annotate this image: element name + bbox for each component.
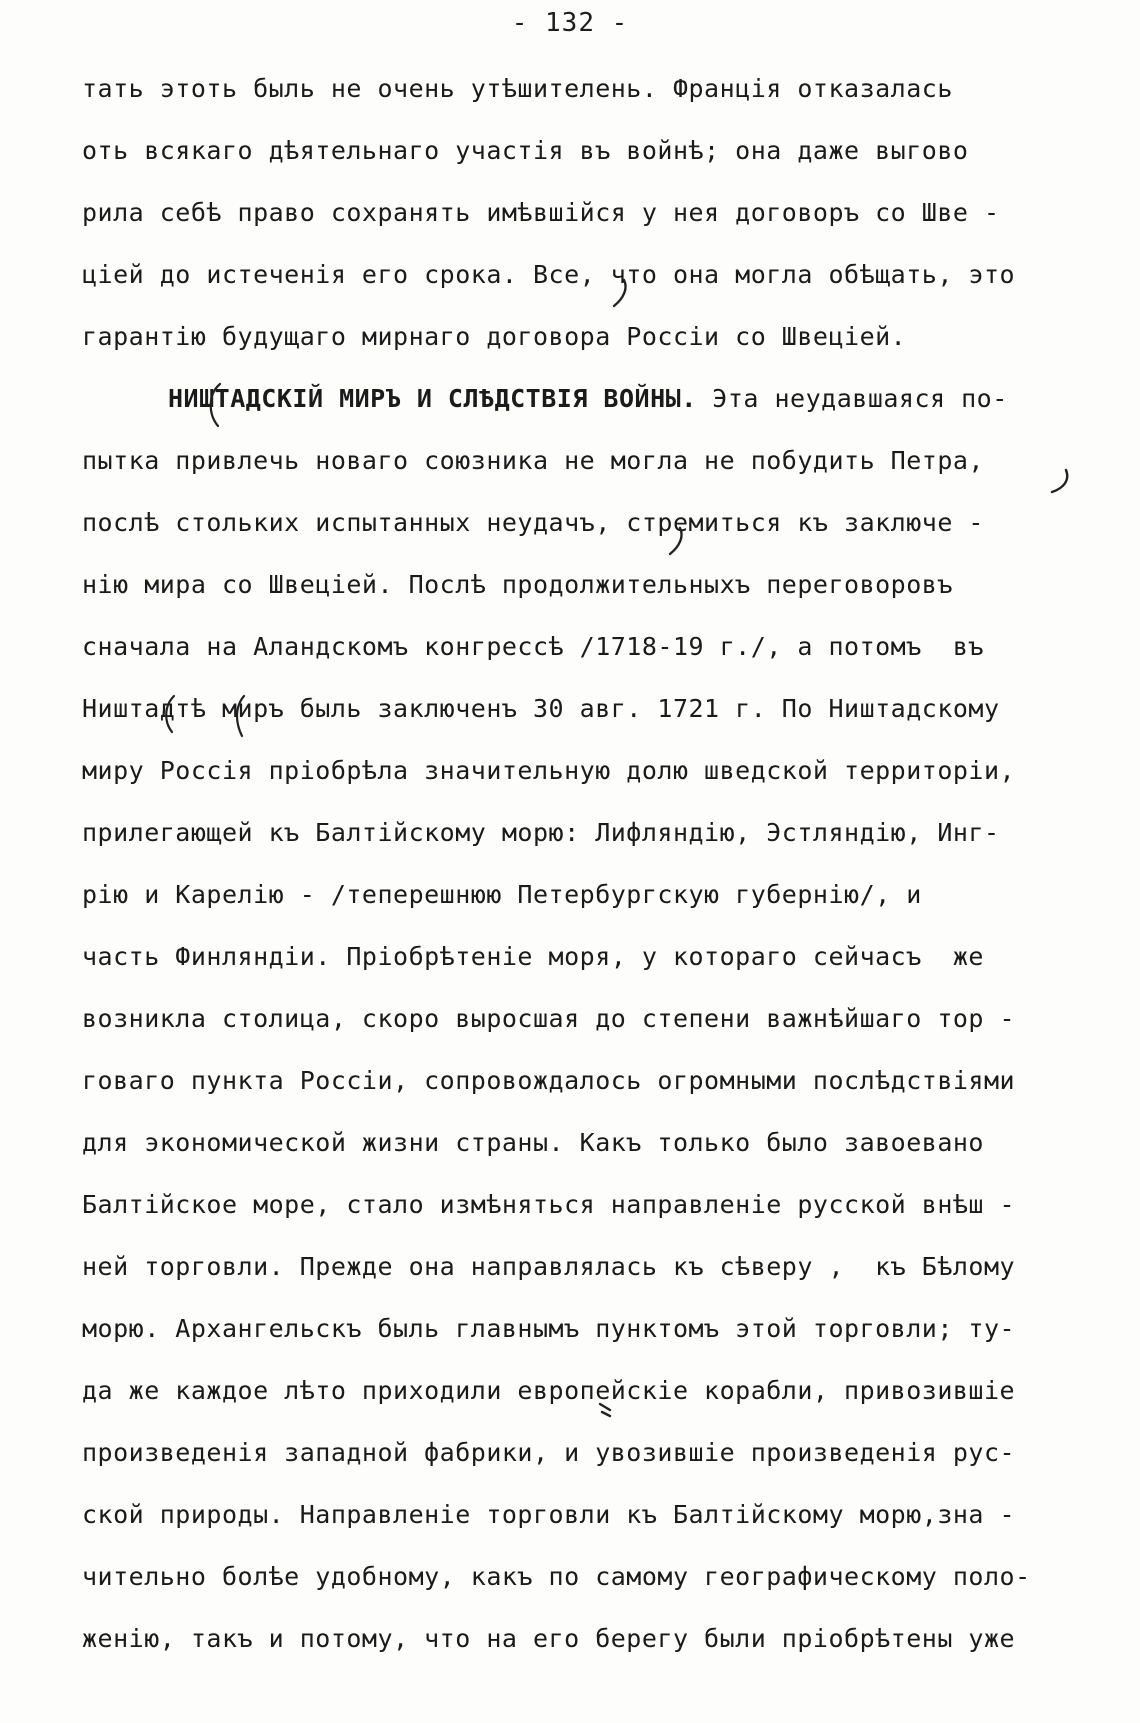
text-line: послѣ стольких испытанных неудачъ, стремиться къ заключе - — [82, 508, 984, 537]
text-line: миру Россія пріобрѣла значительную долю шведской территоріи, — [82, 756, 1016, 785]
text-line: тать этоть быль не очень утѣшителень. Франція отказалась — [82, 74, 953, 103]
text-line: рію и Карелію - /теперешнюю Петербургскую губернію/, и — [82, 880, 922, 909]
text-line: Балтійское море, стало измѣняться направленіе русской внѣш - — [82, 1190, 1016, 1219]
text-line: для экономической жизни страны. Какъ только было завоевано — [82, 1128, 984, 1157]
text-line: да же каждое лѣто приходили европейскіе корабли, привозившіе — [82, 1376, 1016, 1405]
paragraph-2 — [82, 368, 1082, 1670]
text-line: ней торговли. Прежде она направлялась къ сѣверу , къ Бѣлому — [82, 1252, 1016, 1281]
paragraph-1 — [82, 58, 1082, 368]
heading-line-rest: Эта неудавшаяся по- — [696, 384, 1008, 413]
page-number: - 132 - — [511, 8, 629, 38]
body-text — [82, 58, 1082, 1670]
text-line: пытка привлечь новаго союзника не могла не побудить Петра, — [82, 446, 984, 475]
paragraph-first-line — [82, 368, 1082, 430]
text-line: гарантію будущаго мирнаго договора Россіи со Швеціей. — [82, 322, 907, 351]
text-line: чительно болѣе удобному, какъ по самому географическому поло- — [82, 1562, 1031, 1591]
text-line: произведенія западной фабрики, и увозившіе произведенія рус- — [82, 1438, 1016, 1467]
text-line: часть Финляндіи. Пріобрѣтеніе моря, у котораго сейчасъ же — [82, 942, 984, 971]
text-line: ской природы. Направленіе торговли къ Балтійскому морю,зна - — [82, 1500, 1016, 1529]
section-heading: НИШТАДСКІЙ МИРЪ И СЛѢДСТВІЯ ВОЙНЫ. — [168, 384, 697, 413]
text-line: прилегающей къ Балтійскому морю: Лифляндію, Эстляндію, Инг- — [82, 818, 1000, 847]
text-line: нію мира со Швеціей. Послѣ продолжительныхъ переговоровъ — [82, 570, 953, 599]
text-line: Ништадтѣ миръ быль заключенъ 30 авг. 1721 г. По Ништадскому — [82, 694, 1000, 723]
text-line: сначала на Аландскомъ конгрессѣ /1718-19 г./, а потомъ въ — [82, 632, 984, 661]
text-line: ціей до истеченія его срока. Все, что она могла обѣщать, это — [82, 260, 1016, 289]
text-line: возникла столица, скоро выросшая до степени важнѣйшаго тор - — [82, 1004, 1016, 1033]
text-line: женію, такъ и потому, что на его берегу были пріобрѣтены уже — [82, 1624, 1016, 1653]
text-line: морю. Архангельскъ быль главнымъ пунктомъ этой торговли; ту- — [82, 1314, 1016, 1343]
text-line: говаго пункта Россіи, сопровождалось огромными послѣдствіями — [82, 1066, 1016, 1095]
text-line: оть всякаго дѣятельнаго участія въ войнѣ; она даже выгово — [82, 136, 969, 165]
text-line: рила себѣ право сохранять имѣвшійся у нея договоръ со Шве - — [82, 198, 1000, 227]
